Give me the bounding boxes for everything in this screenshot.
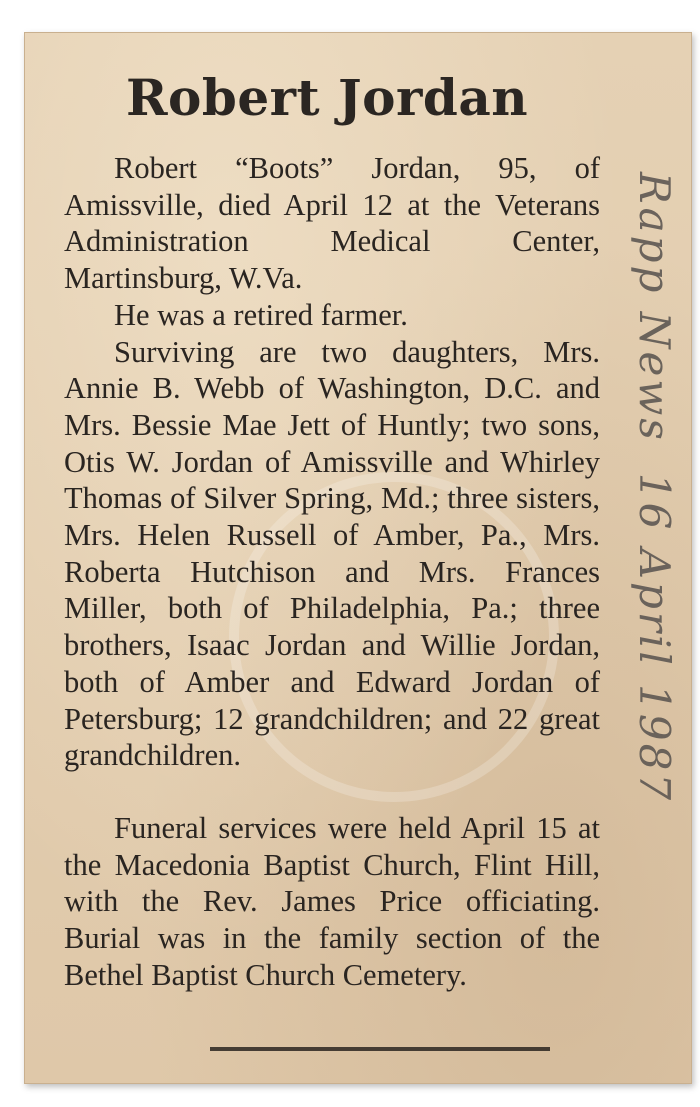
paragraph-funeral: Funeral services were held April 15 at the Macedonia Baptist Church, Flint Hill, with the Rev. James Price officiating. Burial was in the family section of the Bethel Baptist Church Cemetery. (64, 810, 600, 992)
paragraph-occupation: He was a retired farmer. (114, 297, 408, 332)
obituary-body (64, 150, 600, 993)
handwritten-date: 16 April 1987 (630, 472, 679, 804)
paragraph-death-notice: Robert “Boots” Jordan, 95, of Amissville, died April 12 at the Veterans Administration Medical Center, Martinsburg, W.Va. (64, 151, 600, 296)
obituary-headline: Robert Jordan (126, 68, 529, 127)
bottom-rule (210, 1047, 550, 1051)
newspaper-clipping (24, 32, 692, 1084)
handwritten-source: Rapp News (630, 172, 679, 443)
paragraph-survivors: Surviving are two daughters, Mrs. Annie B. Webb of Washington, D.C. and Mrs. Bessie Mae Jett of Huntly; two sons, Otis W. Jordan of Amissville and Whirley Thomas of Silver Spring, Md.; three sisters, Mrs. Helen Russell of Amber, Pa., Mrs. Roberta Hutchison and Mrs. Frances Miller, both of Philadelphia, Pa.; three brothers, Isaac Jordan and Willie Jordan, both of Amber and Edward Jordan of Petersburg; 12 grandchildren; and 22 great grandchildren. (64, 334, 600, 773)
handwritten-annotation (630, 172, 679, 803)
